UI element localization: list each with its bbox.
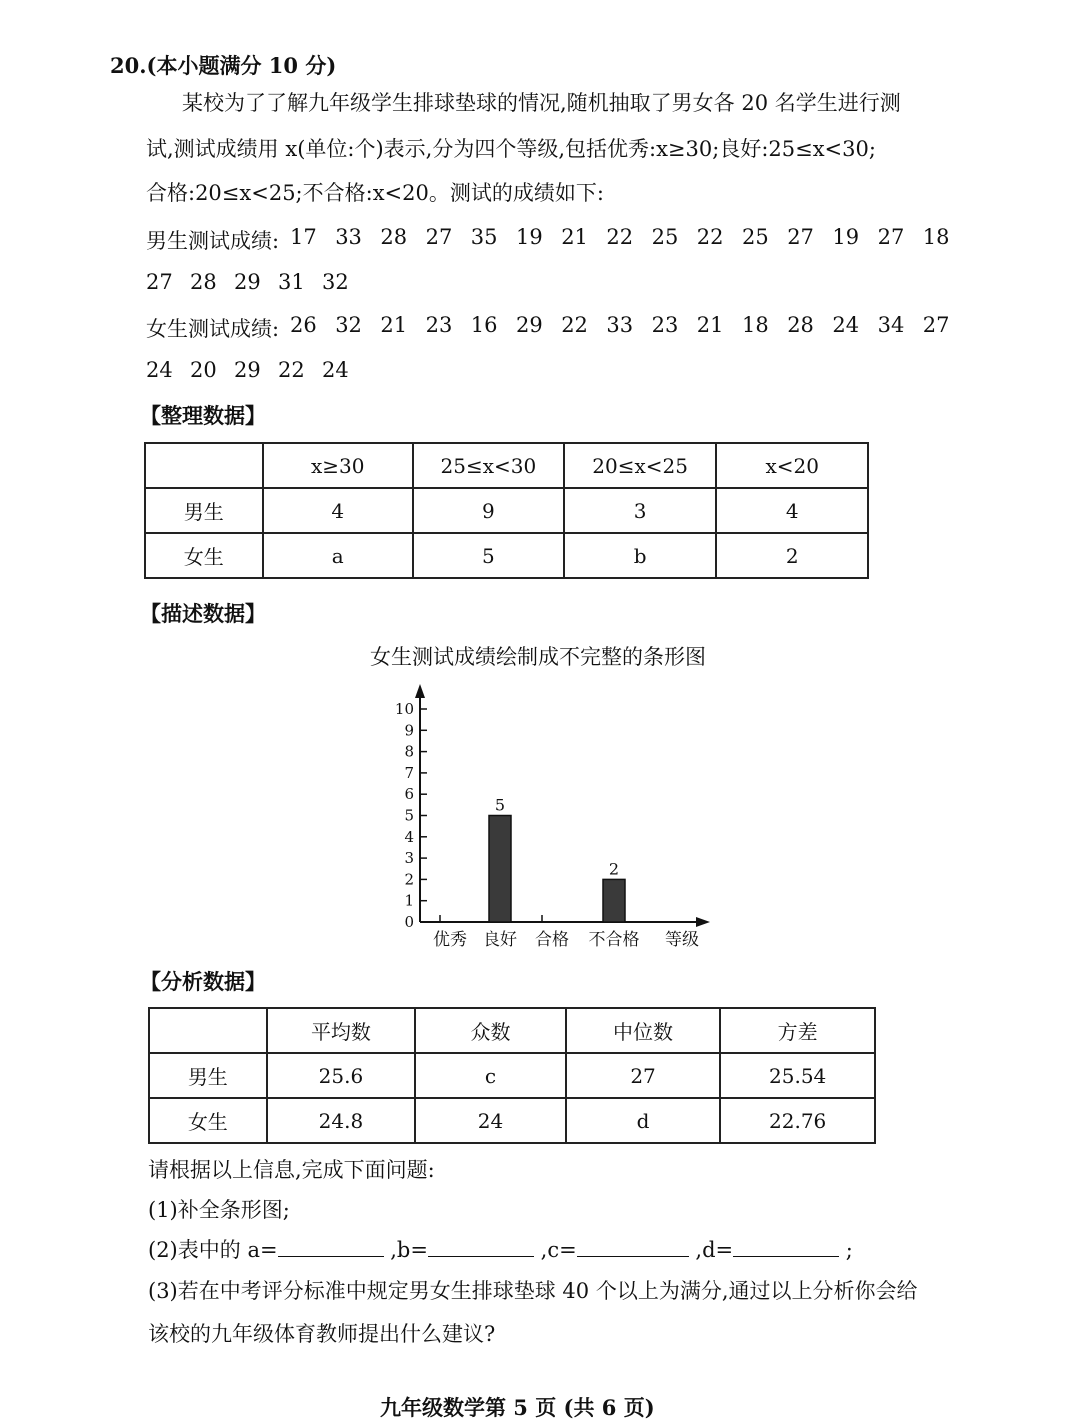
girls-score-value: 16	[470, 313, 498, 337]
organize-header-cell: x<20	[716, 443, 868, 488]
y-tick-label: 9	[404, 721, 414, 740]
girls-score-value: 18	[742, 313, 769, 337]
analyze-header-row	[149, 1008, 875, 1053]
organize-cell: 3	[564, 488, 717, 533]
girls-score-value: 27	[922, 313, 950, 337]
chart-title: 女生测试成绩绘制成不完整的条形图	[370, 645, 706, 669]
y-axis-arrow	[415, 684, 425, 698]
answer-a-blank[interactable]	[278, 1238, 384, 1257]
boys-score-value: 22	[606, 225, 634, 249]
boys-score-value: 19	[516, 225, 543, 249]
girls-score-value: 28	[787, 313, 814, 337]
analyze-cell: 25.54	[720, 1053, 875, 1098]
analyze-corner-cell	[149, 1008, 267, 1053]
analyze-row-label: 女生	[149, 1098, 267, 1143]
organize-table	[144, 442, 869, 579]
y-tick-label: 2	[404, 870, 414, 889]
y-tick-label: 7	[404, 763, 414, 782]
analyze-header-cell: 方差	[720, 1008, 875, 1053]
y-tick-label: 10	[394, 700, 414, 718]
intro-line-3: 合格:20≤x<25;不合格:x<20。测试的成绩如下:	[146, 181, 604, 205]
analyze-row-girls	[149, 1098, 875, 1143]
organize-section-title: 【整理数据】	[140, 403, 266, 428]
y-tick-label: 3	[404, 849, 414, 868]
analyze-row-boys	[149, 1053, 875, 1098]
boys-score-value: 21	[561, 225, 588, 249]
organize-cell: 2	[716, 533, 868, 578]
organize-header-cell: 20≤x<25	[564, 443, 717, 488]
boys-score-value: 27	[877, 225, 905, 249]
bar-data-label: 2	[608, 859, 620, 879]
girls-score-value: 23	[651, 313, 679, 337]
x-tick-label: 不合格	[588, 930, 640, 950]
girls-score-value: 22	[561, 313, 588, 337]
analyze-cell: 27	[566, 1053, 721, 1098]
bar	[489, 816, 511, 923]
analyze-header-cell: 平均数	[267, 1008, 416, 1053]
boys-score-value: 31	[278, 270, 305, 294]
girls-score-value: 33	[606, 313, 634, 337]
question-header: 20.(本小题满分 10 分)	[110, 53, 337, 78]
question-3-line-2: 该校的九年级体育教师提出什么建议?	[148, 1322, 496, 1346]
girls-score-value: 24	[322, 358, 349, 382]
girls-score-value: 32	[335, 313, 362, 337]
intro-line-2: 试,测试成绩用 x(单位:个)表示,分为四个等级,包括优秀:x≥30;良好:25≤x<30;	[146, 137, 876, 161]
organize-cell: b	[564, 533, 717, 578]
girls-score-value: 29	[516, 313, 543, 337]
girls-score-value: 20	[190, 358, 217, 382]
organize-cell: 4	[263, 488, 414, 533]
analyze-cell: 25.6	[267, 1053, 416, 1098]
boys-score-value: 27	[146, 270, 173, 294]
describe-section-title: 【描述数据】	[140, 601, 266, 626]
organize-cell: 4	[716, 488, 868, 533]
bar-data-label: 5	[494, 795, 506, 815]
organize-row-girls	[145, 533, 868, 578]
y-tick-label: 5	[404, 806, 414, 825]
organize-corner-cell	[145, 443, 263, 488]
boys-score-value: 22	[696, 225, 724, 249]
boys-score-value: 18	[922, 225, 950, 249]
boys-score-value: 27	[425, 225, 453, 249]
analyze-table	[148, 1007, 876, 1144]
question-2-end: ;	[845, 1238, 853, 1262]
x-tick-label: 优秀	[433, 930, 467, 950]
y-tick-label: 0	[404, 913, 414, 931]
questions-prompt: 请根据以上信息,完成下面问题:	[148, 1158, 435, 1182]
boys-scores-label: 男生测试成绩:	[146, 229, 280, 253]
question-2-prefix: (2)表中的	[148, 1238, 241, 1262]
boys-score-value: 33	[335, 225, 362, 249]
answer-c-blank[interactable]	[577, 1238, 689, 1257]
question-2	[148, 1234, 853, 1264]
y-tick-label: 6	[404, 785, 414, 804]
organize-cell: 9	[413, 488, 564, 533]
answer-b-blank[interactable]	[428, 1238, 534, 1257]
question-2-d-label: ,d=	[695, 1238, 734, 1262]
girls-score-value: 29	[234, 358, 261, 382]
girls-score-value: 34	[877, 313, 905, 337]
y-tick-label: 1	[404, 891, 414, 910]
organize-header-cell: x≥30	[263, 443, 414, 488]
x-tick-label: 良好	[483, 930, 517, 950]
page-footer: 九年级数学第 5 页 (共 6 页)	[380, 1395, 655, 1420]
answer-d-blank[interactable]	[733, 1238, 839, 1257]
question-2-b-label: ,b=	[390, 1238, 428, 1262]
analyze-cell: 22.76	[720, 1098, 875, 1143]
analyze-cell: 24.8	[267, 1098, 416, 1143]
x-axis-title: 等级	[665, 930, 699, 950]
analyze-row-label: 男生	[149, 1053, 267, 1098]
boys-score-value: 25	[651, 225, 679, 249]
intro-line-1: 某校为了了解九年级学生排球垫球的情况,随机抽取了男女各 20 名学生进行测	[182, 91, 901, 115]
girls-score-value: 21	[380, 313, 408, 337]
boys-score-value: 28	[380, 225, 408, 249]
boys-score-value: 28	[190, 270, 217, 294]
analyze-header-cell: 中位数	[566, 1008, 721, 1053]
girls-scores-label: 女生测试成绩:	[146, 317, 280, 341]
organize-header-cell: 25≤x<30	[413, 443, 564, 488]
boys-score-value: 32	[322, 270, 349, 294]
organize-header-row	[145, 443, 868, 488]
analyze-cell: c	[415, 1053, 566, 1098]
analyze-section-title: 【分析数据】	[140, 969, 266, 994]
girls-score-value: 26	[290, 313, 317, 337]
boys-score-value: 19	[832, 225, 860, 249]
girls-score-value: 24	[832, 313, 860, 337]
organize-row-label: 男生	[145, 488, 263, 533]
organize-row-label: 女生	[145, 533, 263, 578]
analyze-cell: d	[566, 1098, 721, 1143]
boys-score-value: 35	[470, 225, 498, 249]
bar-chart	[380, 680, 730, 950]
question-2-c-label: ,c=	[540, 1238, 577, 1262]
girls-score-value: 22	[278, 358, 305, 382]
boys-score-value: 17	[290, 225, 317, 249]
boys-score-value: 25	[742, 225, 769, 249]
boys-score-value: 29	[234, 270, 261, 294]
question-3-line-1: (3)若在中考评分标准中规定男女生排球垫球 40 个以上为满分,通过以上分析你会给	[148, 1279, 918, 1303]
analyze-cell: 24	[415, 1098, 566, 1143]
x-axis-arrow	[696, 917, 710, 927]
y-tick-label: 4	[404, 827, 414, 846]
question-1: (1)补全条形图;	[148, 1198, 290, 1222]
x-tick-label: 合格	[535, 930, 569, 950]
bar	[603, 879, 625, 922]
girls-score-value: 21	[696, 313, 724, 337]
organize-cell: a	[263, 533, 414, 578]
question-2-a-label: a=	[247, 1238, 278, 1262]
organize-row-boys	[145, 488, 868, 533]
girls-score-value: 23	[425, 313, 453, 337]
boys-score-value: 27	[787, 225, 814, 249]
girls-score-value: 24	[146, 358, 173, 382]
y-tick-label: 8	[404, 742, 414, 761]
analyze-header-cell: 众数	[415, 1008, 566, 1053]
organize-cell: 5	[413, 533, 564, 578]
